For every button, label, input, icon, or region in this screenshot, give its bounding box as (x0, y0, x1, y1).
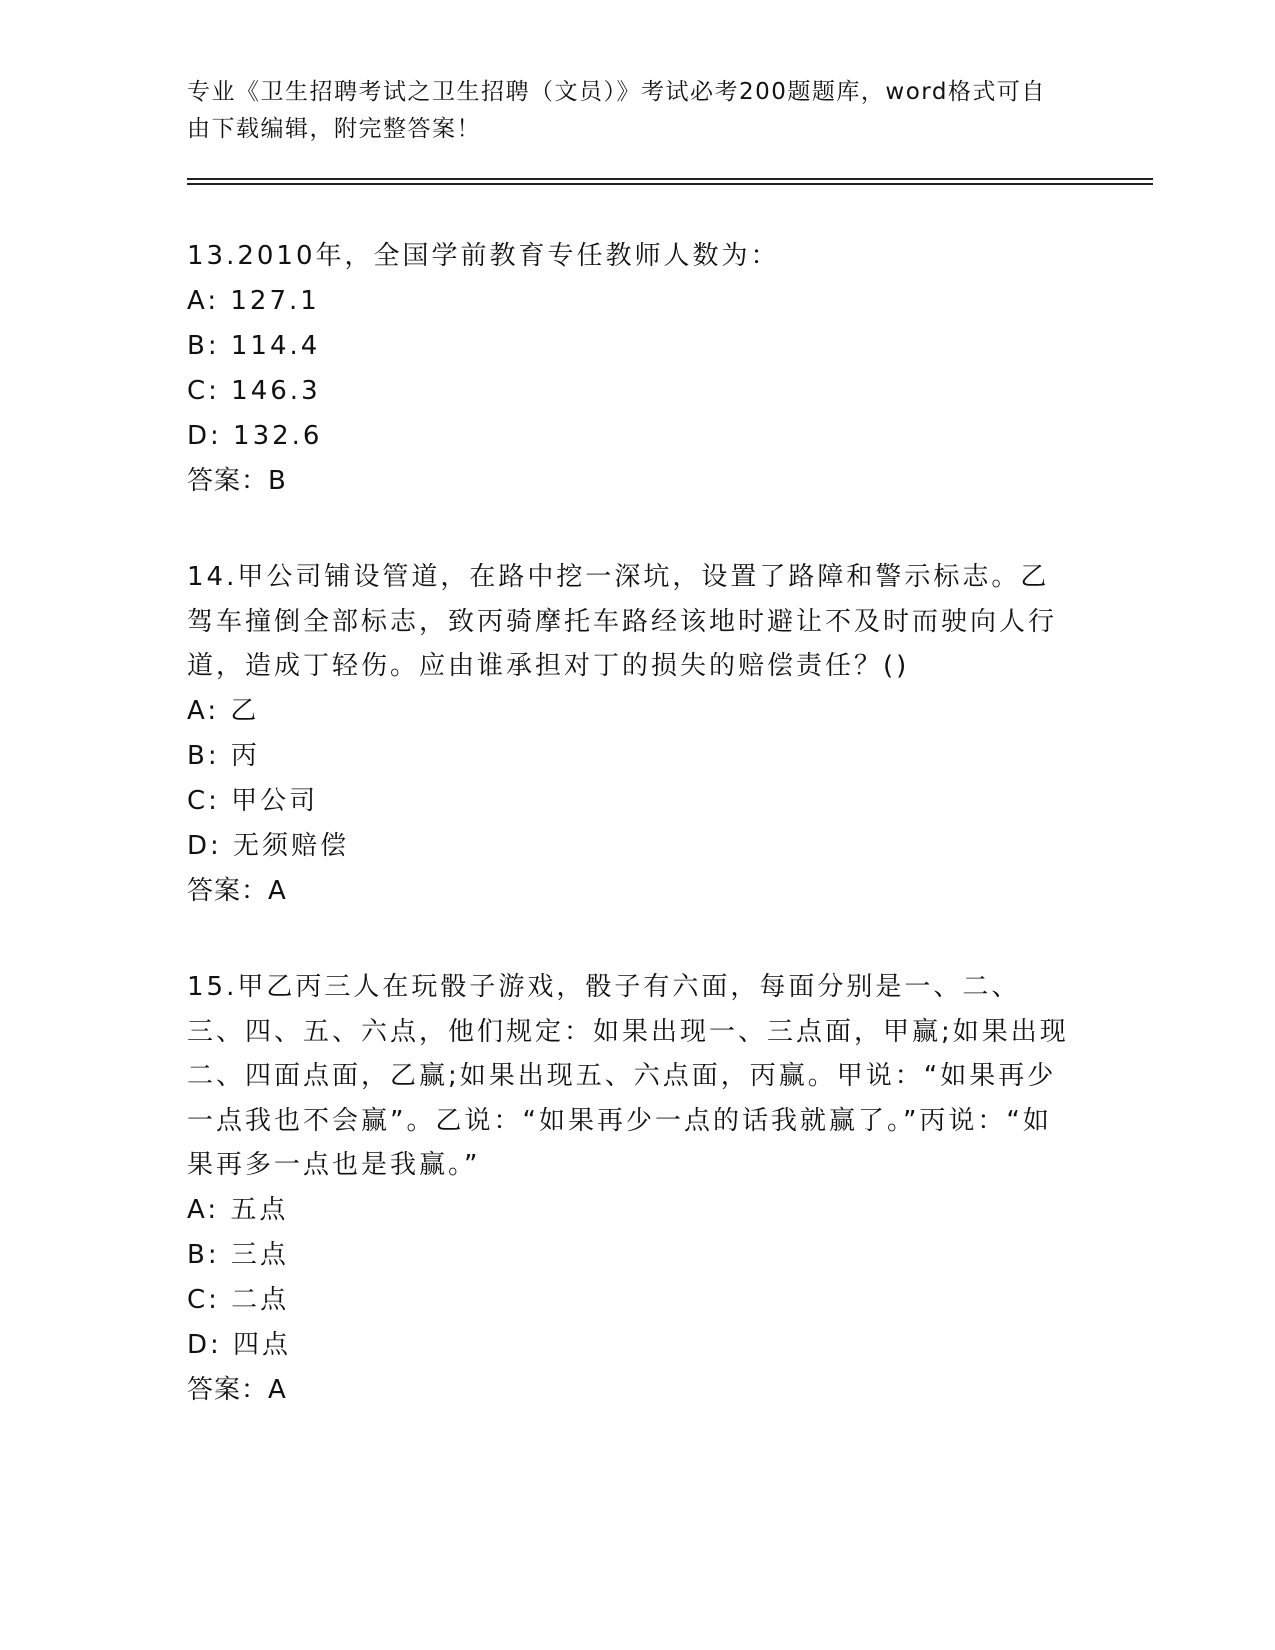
header-divider-top (187, 178, 1153, 180)
option-c: C: 二点 (187, 1284, 290, 1315)
document-intro: 专业《卫生招聘考试之卫生招聘（文员）》考试必考200题题库，word格式可自由下载编辑，附完整答案！ (187, 79, 1046, 142)
option-b: B: 丙 (187, 740, 260, 771)
option-a: A: 五点 (187, 1194, 289, 1225)
option-d: D: 132.6 (187, 420, 323, 451)
question-stem: 14.甲公司铺设管道，在路中挖一深坑，设置了路障和警示标志。乙驾车撞倒全部标志，致丙骑摩托车路经该地时避让不及时而驶向人行道，造成丁轻伤。应由谁承担对丁的损失的赔偿责任？() (187, 562, 1058, 681)
question-15 (187, 965, 1077, 1412)
option-b: B: 114.4 (187, 330, 321, 361)
answer-label: 答案：A (187, 1374, 287, 1405)
question-13 (187, 234, 1077, 503)
question-stem: 13.2010年，全国学前教育专任教师人数为： (187, 241, 780, 271)
option-b: B: 三点 (187, 1239, 289, 1270)
question-stem: 15.甲乙丙三人在玩骰子游戏，骰子有六面，每面分别是一、二、三、四、五、六点，他们规定：如果出现一、三点面，甲赢;如果出现二、四面点面，乙赢;如果出现五、六点面，丙赢。甲说：“如果再少一点我也不会赢”。乙说：“如果再少一点的话我就赢了。”丙说：“如果再多一点也是我赢。” (187, 972, 1069, 1180)
option-c: C: 甲公司 (187, 785, 319, 816)
option-c: C: 146.3 (187, 375, 321, 406)
option-d: D: 四点 (187, 1329, 292, 1360)
question-14 (187, 555, 1077, 913)
answer-label: 答案：A (187, 875, 287, 906)
option-a: A: 127.1 (187, 285, 320, 316)
option-d: D: 无须赔偿 (187, 830, 350, 861)
header-divider-bottom (187, 183, 1153, 185)
option-a: A: 乙 (187, 695, 260, 726)
answer-label: 答案：B (187, 465, 287, 496)
